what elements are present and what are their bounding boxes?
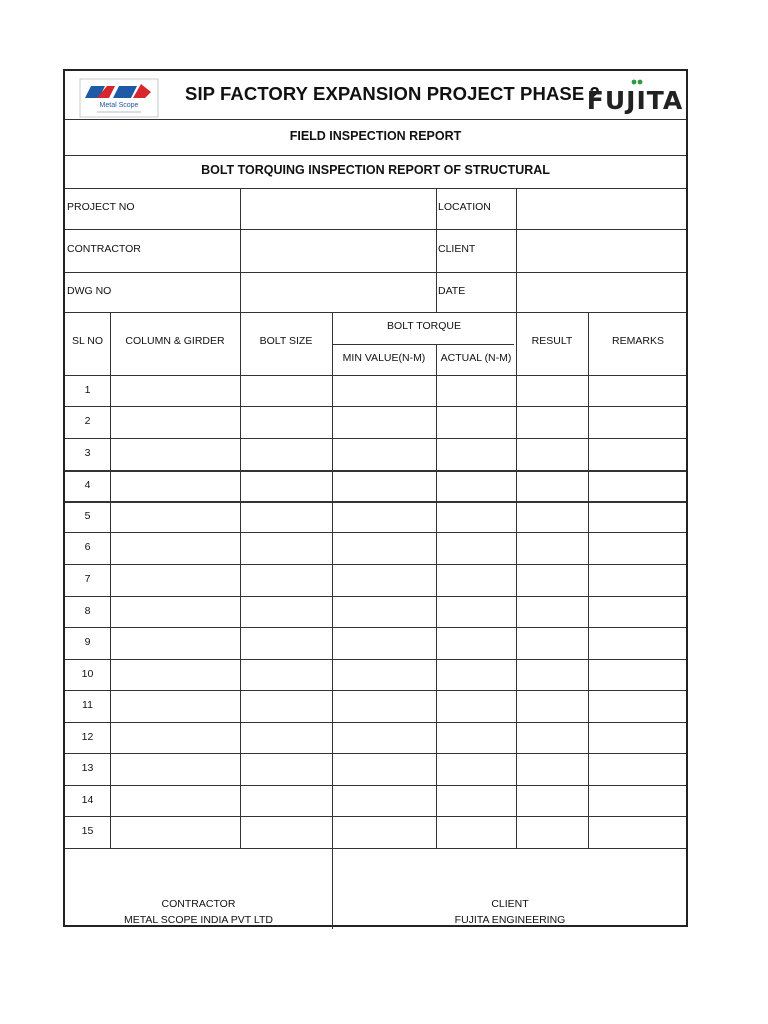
report-subject: BOLT TORQUING INSPECTION REPORT OF STRUCTURAL xyxy=(201,163,550,177)
column-divider xyxy=(332,312,333,929)
divider xyxy=(65,438,686,439)
row-number: 14 xyxy=(81,794,94,806)
row-number: 11 xyxy=(82,699,93,711)
divider xyxy=(65,272,686,273)
date-label: DATE xyxy=(438,285,466,297)
divider xyxy=(65,312,686,313)
row-number: 15 xyxy=(81,825,94,837)
header-actual: ACTUAL (N-M) xyxy=(440,352,512,364)
row-number: 13 xyxy=(81,762,94,774)
column-divider xyxy=(110,312,111,849)
divider xyxy=(65,596,686,597)
divider xyxy=(65,501,686,503)
header-sl-no: SL NO xyxy=(71,335,104,347)
header-column-girder: COLUMN & GIRDER xyxy=(125,335,225,347)
header-bolt-torque: BOLT TORQUE xyxy=(387,320,461,332)
divider xyxy=(65,753,686,754)
divider xyxy=(65,188,686,189)
divider xyxy=(65,470,686,472)
contractor-label: CONTRACTOR xyxy=(67,243,141,255)
header-min-value: MIN VALUE(N-M) xyxy=(342,352,426,364)
footer-contractor-name: METAL SCOPE INDIA PVT LTD xyxy=(124,914,273,926)
divider xyxy=(65,785,686,786)
row-number: 8 xyxy=(84,605,91,617)
row-number: 10 xyxy=(81,668,94,680)
divider xyxy=(65,659,686,660)
column-divider xyxy=(588,312,589,849)
footer-client-label: CLIENT xyxy=(491,898,529,910)
svg-text:Metal Scope: Metal Scope xyxy=(99,102,139,109)
fujita-logo xyxy=(586,78,684,116)
column-divider xyxy=(436,344,437,849)
row-number: 4 xyxy=(84,479,91,491)
divider xyxy=(65,375,686,376)
client-label: CLIENT xyxy=(438,243,476,255)
bolt-torque-divider xyxy=(332,344,514,345)
dwg-no-label: DWG NO xyxy=(67,285,112,297)
row-number: 9 xyxy=(84,636,91,648)
metal-scope-logo xyxy=(79,78,159,118)
info-divider xyxy=(436,188,437,313)
divider xyxy=(65,722,686,723)
report-type-label: FIELD INSPECTION REPORT xyxy=(289,129,462,143)
divider xyxy=(65,532,686,533)
info-divider xyxy=(516,188,517,313)
divider xyxy=(65,816,686,817)
row-number: 1 xyxy=(84,384,91,396)
header-remarks: REMARKS xyxy=(612,335,664,347)
footer-contractor-label: CONTRACTOR xyxy=(161,898,236,910)
project-title: SIP FACTORY EXPANSION PROJECT PHASE 2 xyxy=(185,83,600,104)
divider xyxy=(65,627,686,628)
row-number: 7 xyxy=(84,573,91,585)
column-divider xyxy=(516,312,517,849)
inspection-form-sheet xyxy=(63,69,688,927)
divider xyxy=(65,229,686,230)
divider xyxy=(65,848,686,849)
divider xyxy=(65,155,686,156)
location-label: LOCATION xyxy=(438,201,491,213)
column-divider xyxy=(240,312,241,849)
divider xyxy=(65,690,686,691)
row-number: 2 xyxy=(84,415,91,427)
info-divider xyxy=(240,188,241,313)
footer-client-name: FUJITA ENGINEERING xyxy=(454,914,566,926)
divider xyxy=(65,406,686,407)
header-bolt-size: BOLT SIZE xyxy=(259,335,313,347)
svg-text:FUJITA: FUJITA xyxy=(586,86,684,115)
row-number: 12 xyxy=(81,731,94,743)
row-number: 5 xyxy=(84,510,91,522)
header-result: RESULT xyxy=(531,335,573,347)
row-number: 3 xyxy=(84,447,91,459)
row-number: 6 xyxy=(84,541,91,553)
divider xyxy=(65,564,686,565)
project-no-label: PROJECT NO xyxy=(67,201,135,213)
header-divider xyxy=(65,119,686,120)
